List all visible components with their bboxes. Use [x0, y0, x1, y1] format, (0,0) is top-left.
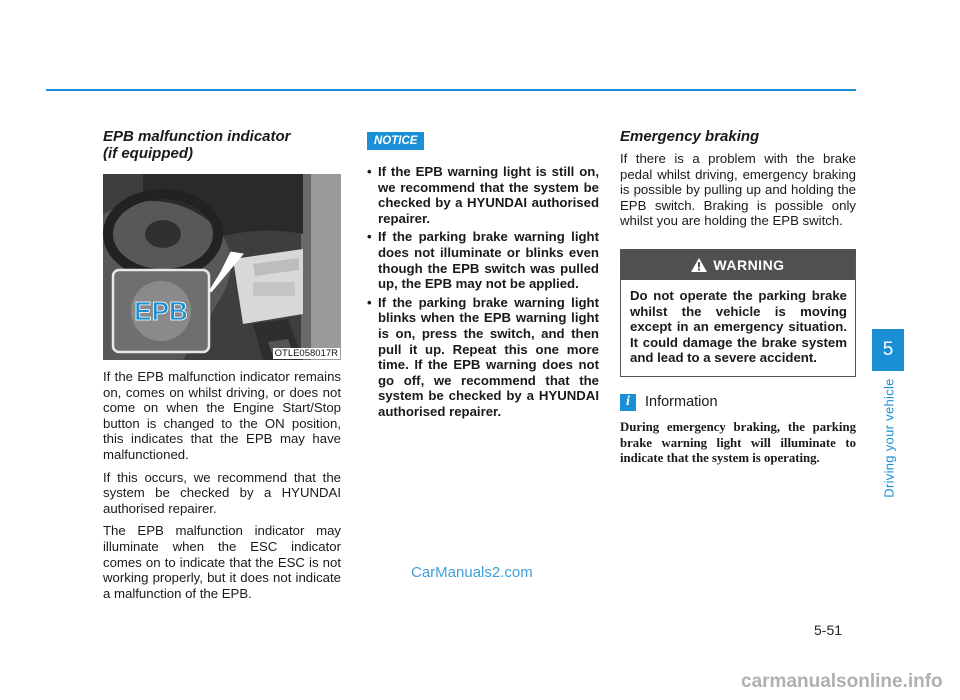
warning-text: Do not operate the parking brake whilst the vehicle is moving except in an emergency situation. It could damage the brake system and lead to a severe accident. — [630, 287, 847, 366]
information-heading — [620, 394, 856, 411]
emergency-braking-para: If there is a problem with the brake pedal whilst driving, emergency braking is possible by pulling up and holding the EPB switch. Braking is possible only whilst you are holding the EPB switch. — [620, 151, 856, 229]
epb-badge-text: EPB — [134, 296, 188, 326]
warning-triangle-icon — [691, 258, 707, 272]
notice-badge: NOTICE — [367, 132, 424, 150]
heading-line-1: EPB malfunction indicator — [103, 128, 291, 145]
chapter-label: Driving your vehicle — [881, 378, 897, 498]
middle-column — [367, 128, 599, 423]
epb-para-2: If this occurs, we recommend that the system be checked by a HYUNDAI authorised repairer. — [103, 469, 341, 516]
epb-indicator-heading — [103, 128, 341, 162]
notice-item-text: If the EPB warning light is still on, we recommend that the system be checked by a HYUNDAI authorised repairer. — [378, 164, 599, 226]
warning-box — [620, 249, 856, 377]
chapter-number-tab: 5 — [872, 329, 904, 371]
info-icon: i — [620, 394, 636, 411]
epb-para-1: If the EPB malfunction indicator remains on, comes on whilst driving, or does not come on when the Engine Start/Stop button is changed to the ON position, this indicates that the EPB may have malfunctioned. — [103, 369, 341, 462]
top-rule — [46, 89, 856, 91]
bullet-dot: • — [367, 229, 372, 245]
heading-line-2: (if equipped) — [103, 145, 193, 162]
warning-label: WARNING — [713, 256, 785, 273]
bullet-dot: • — [367, 164, 372, 179]
watermark-corner: carmanualsonline.info — [741, 671, 943, 692]
dashboard-illustration — [103, 174, 341, 360]
emergency-braking-heading: Emergency braking — [620, 128, 760, 145]
notice-item — [367, 229, 599, 291]
information-text: During emergency braking, the parking brake warning light will illuminate to indicate that the system is operating. — [620, 419, 856, 466]
notice-item-text: If the parking brake warning light does not illuminate or blinks even though the EPB switch was pulled up, the EPB may not be applied. — [378, 229, 599, 292]
photo-code: OTLE058017R — [274, 348, 338, 359]
dashboard-photo — [103, 174, 341, 360]
bullet-dot: • — [367, 294, 372, 310]
warning-header — [621, 250, 855, 280]
left-column — [103, 128, 341, 608]
watermark-link[interactable]: CarManuals2.com — [411, 564, 533, 581]
notice-list — [367, 164, 599, 420]
notice-item — [367, 164, 599, 226]
page-number: 5-51 — [814, 622, 843, 638]
right-column — [620, 128, 856, 467]
epb-para-3: The EPB malfunction indicator may illuminate when the ESC indicator comes on to indicate that the ESC is not working properly, but it does not indicate a malfunction of the EPB. — [103, 523, 341, 601]
information-label: Information — [645, 394, 718, 411]
notice-item-text: If the parking brake warning light blinks when the EPB warning light is on, press the switch, and then pull it up. Repeat this one more time. If the EPB warning does not go off, we recommend that the system be checked by a HYUNDAI authorised repairer. — [378, 294, 599, 419]
notice-item — [367, 295, 599, 420]
